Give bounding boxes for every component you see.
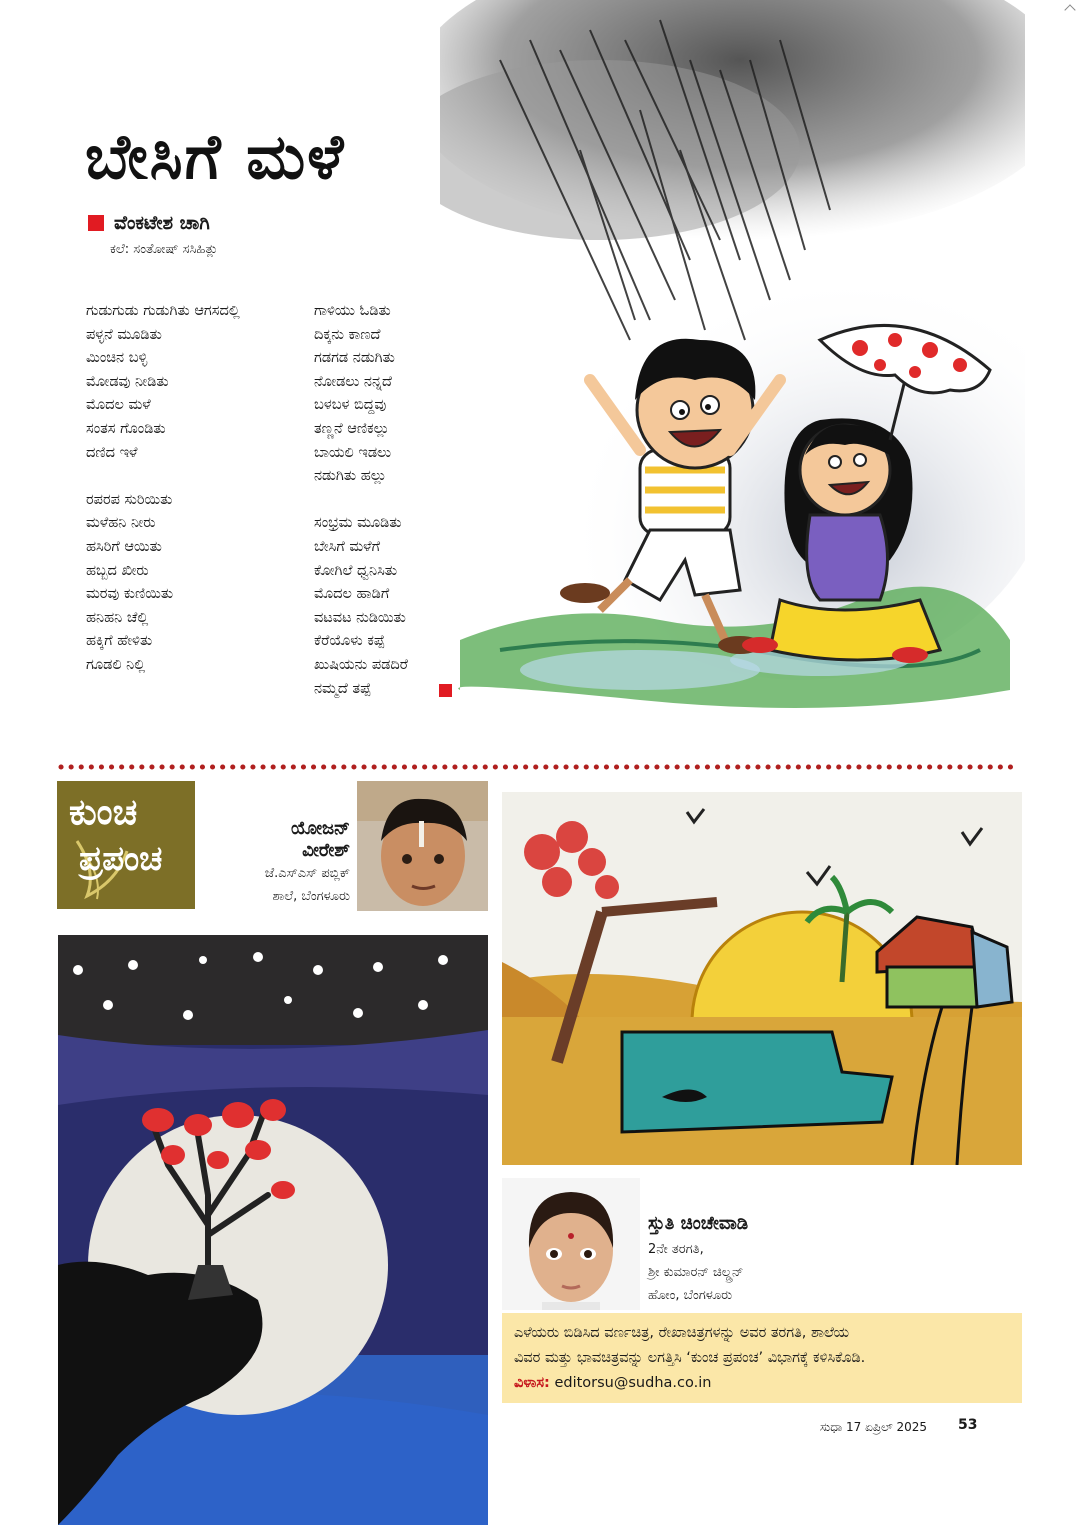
- email-address[interactable]: editorsu@sudha.co.in: [554, 1375, 712, 1391]
- artist2-photo: [502, 1178, 640, 1310]
- artist2-school: ಶ್ರೀ ಕುಮಾರನ್ ಚಿಲ್ಡ್ರನ್: [648, 1265, 744, 1280]
- artist2-name: ಸ್ತುತಿ ಚಿಂಚೇವಾಡಿ: [648, 1213, 749, 1234]
- poem-line: ಗಡಗಡ ನಡುಗಿತು: [314, 350, 395, 367]
- poem-line: ನಡುಗಿತು ಹಲ್ಲು: [314, 468, 387, 485]
- poem-left-column: [86, 300, 311, 678]
- poem-title: ಬೇಸಿಗೆ ಮಳೆ: [85, 120, 346, 193]
- poem-line: ಹಬ್ಬದ ಖೀರು: [86, 562, 149, 579]
- issue-footer: ಸುಧಾ 17 ಏಪ್ರಿಲ್ 2025: [820, 1420, 928, 1434]
- poem-line: ರಪರಪ ಸುರಿಯಿತು: [86, 491, 173, 508]
- invite-line: ವಿವರ ಮತ್ತು ಭಾವಚಿತ್ರವನ್ನು ಲಗತ್ತಿಸಿ ‘ಕುಂಚ ಪ್ರಪಂಚ’ ವಿಭಾಗಕ್ಕೆ ಕಳಿಸಿಕೊಡಿ.: [514, 1350, 866, 1366]
- poem-line: ಮಿಂಚಿನ ಬಳ್ಳಿ: [86, 350, 148, 367]
- poem-line: ಮರವು ಕುಣಿಯಿತು: [86, 586, 174, 603]
- stanza-gap: [314, 489, 454, 513]
- page-number: 53: [958, 1417, 978, 1433]
- poem-right-column: [314, 300, 454, 701]
- poem-line: ದಿಕ್ಕನು ಕಾಣದೆ: [314, 326, 381, 343]
- poem-line: ಬೇಸಿಗೆ ಮಳೆಗೆ: [314, 538, 381, 555]
- artist1-school: ಜೆ.ಎಸ್‌ಎಸ್ ಪಬ್ಲಿಕ್: [264, 866, 350, 881]
- poem-line: ಗಾಳಿಯು ಓಡಿತು: [314, 303, 391, 319]
- poem-line: ಖುಷಿಯನು ಪಡದಿರೆ: [314, 656, 408, 673]
- poem-line: ಮೊದಲ ಮಳೆ: [86, 397, 151, 414]
- poem-line: ಮೋಡವು ನೀಡಿತು: [86, 373, 169, 390]
- submission-invite-box: [502, 1313, 1022, 1403]
- poem-line: ನೋಡಲು ನನ್ನದೆ: [314, 373, 392, 390]
- artist2-school-city: ಹೋಂ, ಬೆಂಗಳೂರು: [648, 1288, 733, 1303]
- artist1-caption: [200, 818, 350, 908]
- poem-line: ಬಳಬಳ ಬಿದ್ದವು: [314, 397, 387, 414]
- poem-line: ಗೂಡಲಿ ನಿಲ್ಲಿ: [86, 656, 146, 673]
- poem-line: ಕೆರೆಯೊಳು ಕಪ್ಪೆ: [314, 633, 385, 650]
- poem-line: ಹನಿಹನಿ ಚೆಲ್ಲಿ: [86, 609, 149, 626]
- sunset-landscape-painting: [502, 792, 1022, 1165]
- invite-address-row: [514, 1371, 1010, 1396]
- dotted-divider: [58, 762, 1022, 772]
- poem-line: ಬಾಯಲಿ ಇಡಲು: [314, 444, 392, 461]
- poem-line: ಸಂಭ್ರಮ ಮೂಡಿತು: [314, 515, 402, 532]
- poem-author: ವೆಂಕಟೇಶ ಚಾಗಿ: [114, 212, 210, 234]
- poem-line: ನಮ್ಮದೆ ತಪ್ಪೆ: [314, 680, 372, 697]
- poem-line: ಮಳೆಹನಿ ನೀರು: [86, 515, 156, 532]
- address-label: ವಿಳಾಸ:: [514, 1375, 550, 1391]
- poem-line: ತಣ್ಣನೆ ಆಣಿಕಲ್ಲು: [314, 420, 390, 437]
- poem-line: ಗುಡುಗುಡು ಗುಡುಗಿತು ಆಗಸದಲ್ಲಿ: [86, 303, 240, 319]
- logo-line-prapancha: ಪ್ರಪಂಚ: [79, 839, 163, 879]
- artist2-class: 2ನೇ ತರಗತಿ,: [648, 1242, 704, 1257]
- corner-crop-mark: [1064, 4, 1075, 15]
- moonlit-tree-painting: [58, 935, 488, 1525]
- stanza-gap: [86, 465, 311, 489]
- rain-illustration: [440, 0, 1025, 725]
- kuncha-prapancha-logo: [57, 781, 195, 909]
- poem-line: ಪಳ್ಳನೆ ಮೂಡಿತು: [86, 326, 162, 343]
- poem-line: ಹಸಿರಿಗೆ ಆಯಿತು: [86, 538, 162, 555]
- poem-line: ದಣಿದ ಇಳೆ: [86, 444, 138, 461]
- red-square-bullet: [88, 215, 104, 231]
- art-credit: ಕಲೆ: ಸಂತೋಷ್ ಸಸಿಹಿತ್ಲು: [110, 242, 218, 257]
- artist1-photo: [357, 781, 488, 911]
- poem-line: ಸಂತಸ ಗೊಂಡಿತು: [86, 420, 166, 437]
- poem-line: ಮೊದಲ ಹಾಡಿಗೆ: [314, 586, 390, 603]
- artist1-name-first: ಯೋಜನ್: [290, 818, 350, 839]
- artist1-name-last: ವೀರೇಶ್: [302, 840, 350, 861]
- logo-line-kuncha: ಕುಂಚ: [69, 792, 138, 833]
- invite-line: ಎಳೆಯರು ಬಿಡಿಸಿದ ವರ್ಣಚಿತ್ರ, ರೇಖಾಚಿತ್ರಗಳನ್ನು ಅವರ ತರಗತಿ, ಶಾಲೆಯ: [514, 1325, 850, 1341]
- author-row: [88, 212, 210, 234]
- artist1-school-city: ಶಾಲೆ, ಬೆಂಗಳೂರು: [272, 889, 350, 904]
- poem-line: ಹಕ್ಕಿಗೆ ಹೇಳಿತು: [86, 633, 153, 650]
- poem-line: ಕೋಗಿಲೆ ಧ್ವನಿಸಿತು: [314, 562, 398, 579]
- poem-line: ವಟವಟ ನುಡಿಯಿತು: [314, 609, 406, 626]
